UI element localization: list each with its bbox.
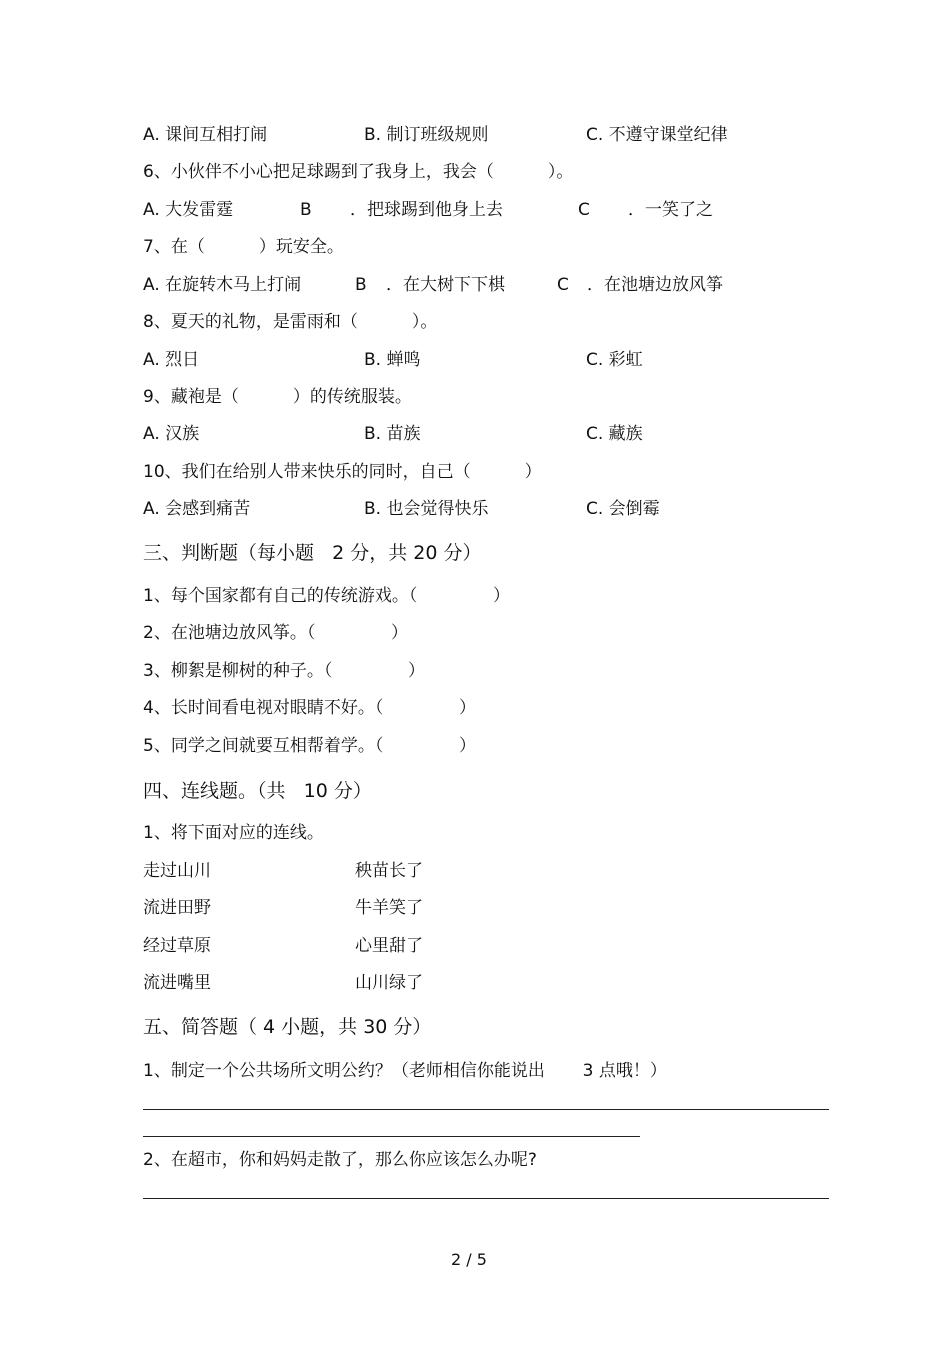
short-answer-q2: 2、在超市，你和妈妈走散了，那么你应该怎么办呢?: [143, 1150, 537, 1170]
q8-option-b: B. 蝉鸣: [364, 350, 421, 370]
q6-option-b-text: ．把球踢到他身上去: [350, 200, 503, 220]
q5-option-c: C. 不遵守课堂纪律: [586, 125, 728, 145]
q10-option-b: B. 也会觉得快乐: [364, 499, 489, 519]
q5-option-a: A. 课间互相打闹: [143, 125, 268, 145]
q10-option-a: A. 会感到痛苦: [143, 499, 251, 519]
q5-option-b: B. 制订班级规则: [364, 125, 489, 145]
q9-option-a: A. 汉族: [143, 424, 200, 444]
q6-option-c-letter: C: [578, 200, 590, 220]
answer-line-2: [143, 1136, 640, 1137]
q8-option-c: C. 彩虹: [586, 350, 643, 370]
q9-option-b: B. 苗族: [364, 424, 421, 444]
q9-option-c: C. 藏族: [586, 424, 643, 444]
section5-title: 五、简答题（ 4 小题，共 30 分）: [143, 1016, 432, 1038]
matching-right-3: 心里甜了: [355, 936, 423, 956]
q9-question: 9、藏袍是（ ）的传统服装。: [143, 387, 412, 407]
judge-item-4: 4、长时间看电视对眼睛不好。（ ）: [143, 698, 476, 718]
q10-question: 10、我们在给别人带来快乐的同时，自己（ ）: [143, 462, 542, 482]
q7-option-b-text: ．在大树下下棋: [386, 275, 505, 295]
q6-option-a: A. 大发雷霆: [143, 200, 234, 220]
q7-option-a: A. 在旋转木马上打闹: [143, 275, 302, 295]
q7-option-c-letter: C: [557, 275, 569, 295]
matching-left-4: 流进嘴里: [143, 973, 211, 993]
judge-item-2: 2、在池塘边放风筝。（ ）: [143, 623, 408, 643]
answer-line-3: [143, 1198, 829, 1199]
q7-option-c-text: ．在池塘边放风筝: [587, 275, 723, 295]
q6-option-b-letter: B: [300, 200, 312, 220]
matching-left-2: 流进田野: [143, 898, 211, 918]
matching-left-1: 走过山川: [143, 861, 211, 881]
q8-option-a: A. 烈日: [143, 350, 200, 370]
matching-right-4: 山川绿了: [355, 973, 423, 993]
q6-option-c-text: ．一笑了之: [628, 200, 713, 220]
q10-option-c: C. 会倒霉: [586, 499, 660, 519]
page-number: 2 / 5: [451, 1250, 487, 1269]
matching-instruction: 1、将下面对应的连线。: [143, 823, 324, 843]
matching-right-1: 秧苗长了: [355, 861, 423, 881]
section3-title: 三、判断题（每小题 2 分，共 20 分）: [143, 542, 482, 564]
q7-question: 7、在（ ）玩安全。: [143, 237, 344, 257]
matching-left-3: 经过草原: [143, 936, 211, 956]
judge-item-3: 3、柳絮是柳树的种子。（ ）: [143, 661, 425, 681]
q8-question: 8、夏天的礼物，是雷雨和（ ）。: [143, 312, 438, 332]
matching-right-2: 牛羊笑了: [355, 898, 423, 918]
section4-title: 四、连线题。（共 10 分）: [143, 780, 372, 802]
judge-item-1: 1、每个国家都有自己的传统游戏。（ ）: [143, 586, 510, 606]
judge-item-5: 5、同学之间就要互相帮着学。（ ）: [143, 736, 476, 756]
answer-line-1: [143, 1109, 829, 1110]
short-answer-q1: 1、制定一个公共场所文明公约？（老师相信你能说出 3 点哦！）: [143, 1061, 667, 1081]
q7-option-b-letter: B: [355, 275, 367, 295]
q6-question: 6、小伙伴不小心把足球踢到了我身上，我会（ ）。: [143, 162, 574, 182]
